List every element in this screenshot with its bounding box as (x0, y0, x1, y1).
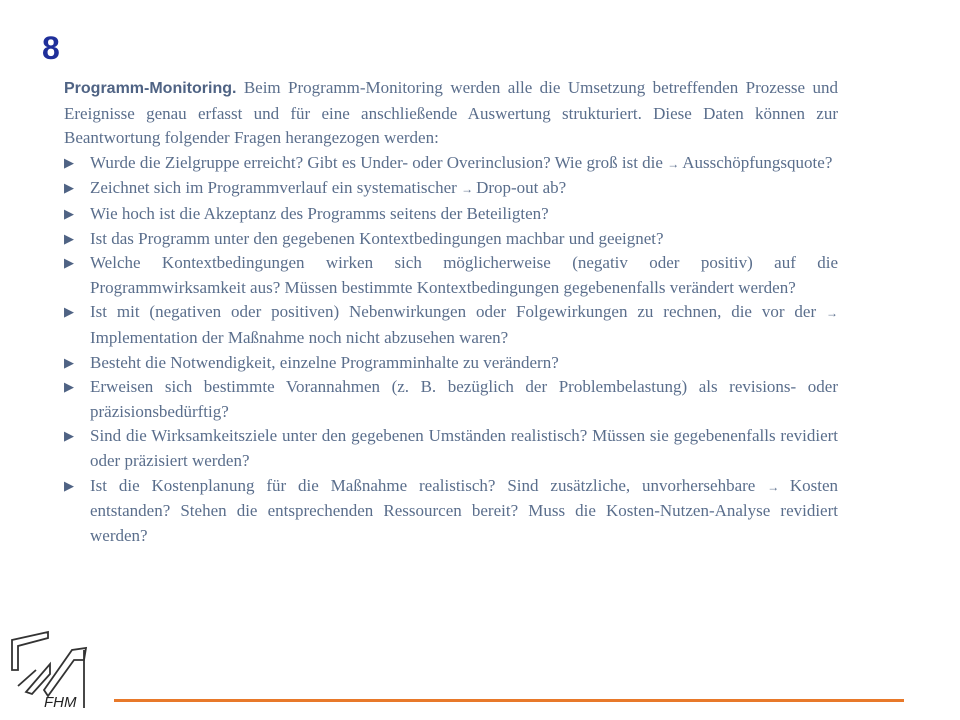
section-heading: Programm-Monitoring. (64, 80, 237, 97)
document-body (64, 76, 838, 548)
question-text-after: entstanden? Stehen die entsprechenden Ressourcen bereit? Muss die Kosten-Nutzen-Analyse revidiert werden? (90, 501, 838, 545)
triangle-bullet-icon: ▶ (64, 379, 74, 395)
question-item (64, 202, 838, 227)
triangle-bullet-icon: ▶ (64, 304, 74, 320)
triangle-bullet-icon: ▶ (64, 477, 74, 493)
question-text: Ist das Programm unter den gegebenen Kontextbedingungen machbar und geeignet? (90, 228, 664, 248)
question-text: Erweisen sich bestimmte Vorannahmen (z. B. bezüglich der Problembelastung) als revisions- oder präzisionsbedürftig? (90, 377, 838, 421)
fhm-logo (8, 630, 94, 710)
triangle-bullet-icon: ▶ (64, 205, 74, 221)
question-text: Welche Kontextbedingungen wirken sich möglicherweise (negativ oder positiv) auf die Programmwirksamkeit aus? Müssen bestimmte Kontextbedingungen gegebenenfalls verändert werden? (90, 253, 838, 297)
cross-reference-arrow-icon: → (461, 182, 477, 197)
triangle-bullet-icon: ▶ (64, 230, 74, 246)
cross-reference-arrow-icon: → (826, 306, 838, 321)
question-text: Ist mit (negativen oder positiven) Nebenwirkungen oder Folgewirkungen zu rechnen, die vor der (90, 302, 826, 322)
question-text: Wie hoch ist die Akzeptanz des Programms seitens der Beteiligten? (90, 203, 549, 223)
triangle-bullet-icon: ▶ (64, 154, 74, 170)
logo-text: FHM (44, 694, 77, 710)
cross-reference-term: Kosten (789, 475, 838, 495)
intro-text: Beim Programm-Monitoring werden alle die Umsetzung betreffenden Prozesse und Ereignisse genau erfasst und für eine anschließende Auswertung strukturiert. Diese Daten können zur Beantwortung folgender Fragen herangezogen werden: (64, 78, 838, 148)
question-item (64, 300, 838, 350)
question-text-after: ? (824, 152, 833, 172)
cross-reference-arrow-icon: → (667, 156, 683, 171)
cross-reference-term: Ausschöpfungsquote (682, 152, 825, 172)
triangle-bullet-icon: ▶ (64, 354, 74, 370)
slide-number: 8 (42, 30, 60, 66)
question-item (64, 424, 838, 473)
question-item (64, 176, 838, 202)
question-item (64, 227, 838, 252)
question-text: Ist die Kostenplanung für die Maßnahme realistisch? Sind zusätzliche, unvorhersehbare (90, 475, 768, 495)
question-list (64, 151, 838, 549)
cross-reference-term: Implementation (90, 327, 198, 347)
question-item (64, 151, 838, 177)
question-text-after: der Maßnahme noch nicht abzusehen waren? (197, 327, 509, 347)
question-text-after: ab? (538, 178, 567, 198)
question-item (64, 375, 838, 424)
triangle-bullet-icon: ▶ (64, 428, 74, 444)
cross-reference-arrow-icon: → (767, 479, 790, 494)
question-item (64, 251, 838, 300)
question-text: Sind die Wirksamkeitsziele unter den gegebenen Umständen realistisch? Müssen sie gegebenenfalls revidiert oder präzisiert werden? (90, 426, 838, 470)
triangle-bullet-icon: ▶ (64, 255, 74, 271)
intro-paragraph (64, 76, 838, 151)
triangle-bullet-icon: ▶ (64, 180, 74, 196)
cross-reference-term: Drop-out (476, 178, 539, 198)
question-text: Besteht die Notwendigkeit, einzelne Programminhalte zu verändern? (90, 352, 559, 372)
question-item (64, 474, 838, 549)
question-text: Zeichnet sich im Programmverlauf ein systematischer (90, 178, 462, 198)
question-item (64, 351, 838, 376)
footer-divider (114, 699, 904, 702)
question-text: Wurde die Zielgruppe erreicht? Gibt es Under- oder Overinclusion? Wie groß ist die (90, 152, 668, 172)
